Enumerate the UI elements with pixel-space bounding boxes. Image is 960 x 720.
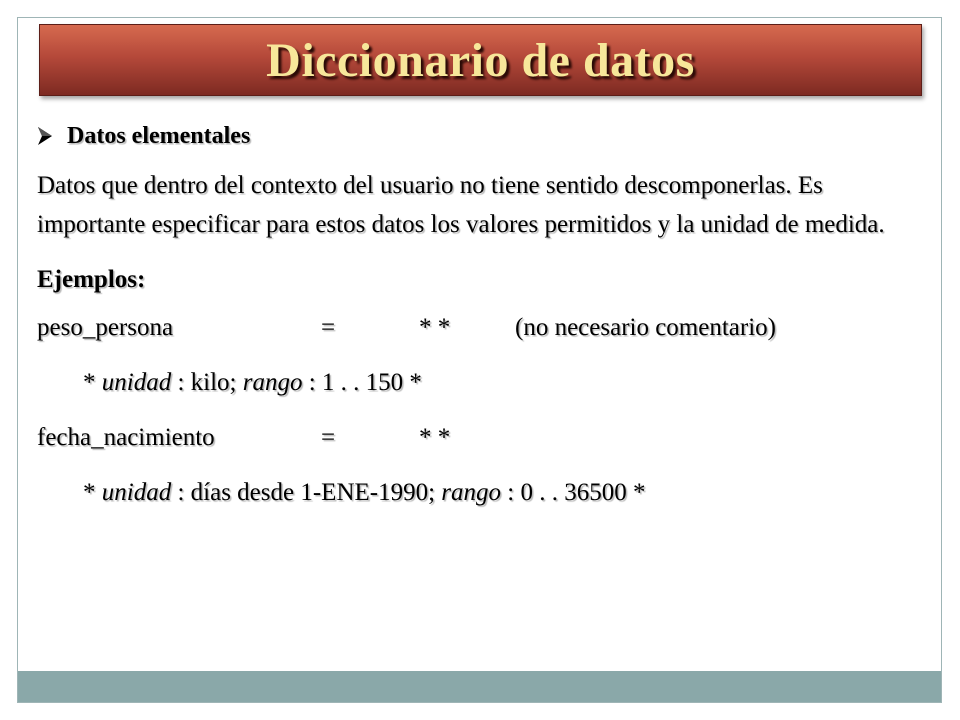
example-name: fecha_nacimiento — [37, 424, 215, 451]
unit-value: : días desde 1-ENE-1990; — [171, 479, 442, 506]
range-label: rango — [242, 369, 303, 396]
section-description: Datos que dentro del contexto del usuario no tiene sentido descomponerlas. Es importante especificar para estos datos los valores permitidos y la unidad de medida. — [37, 172, 885, 238]
range-value: : 0 . . 36500 * — [501, 479, 646, 506]
example-equals: = — [321, 424, 336, 451]
example-row — [37, 410, 917, 465]
example-stars: * * — [419, 314, 451, 341]
detail-star: * — [83, 479, 102, 506]
range-label: rango — [441, 479, 502, 506]
slide-content — [37, 116, 917, 520]
example-name: peso_persona — [37, 314, 174, 341]
example-row — [37, 300, 917, 355]
detail-star: * — [83, 369, 102, 396]
unit-value: : kilo; — [171, 369, 243, 396]
range-value: : 1 . . 150 * — [302, 369, 422, 396]
slide-title: Diccionario de datos — [266, 33, 695, 87]
section-heading-text: Datos elementales — [67, 122, 251, 149]
arrow-bullet-icon — [37, 126, 53, 146]
examples-label: Ejemplos: — [37, 266, 146, 293]
example-stars: * * — [419, 424, 451, 451]
example-detail — [37, 355, 917, 410]
example-detail — [37, 465, 917, 520]
unit-label: unidad — [101, 479, 172, 506]
unit-label: unidad — [101, 369, 172, 396]
footer-band — [18, 671, 941, 702]
example-equals: = — [321, 314, 336, 341]
title-bar — [39, 24, 922, 96]
example-comment: (no necesario comentario) — [515, 314, 776, 341]
section-heading — [37, 116, 917, 156]
